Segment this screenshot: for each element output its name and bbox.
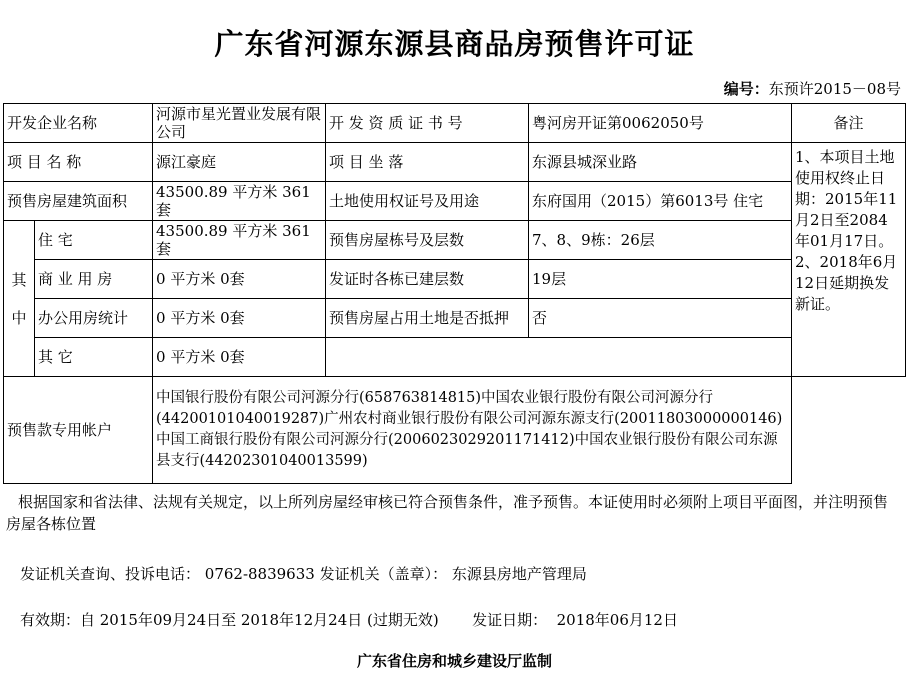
remark-text: 1、本项目土地使用权终止日期：2015年11月2日至2084年01月17日。2、2018年6月12日延期换发新证。 (792, 143, 906, 377)
contact-line: 发证机关查询、投诉电话： 0762-8839633 发证机关（盖章）： 东源县房地产管理局 (20, 565, 587, 583)
remark-label: 备注 (792, 104, 906, 143)
validity-line: 有效期：自 2015年09月24日至 2018年12月24日 (过期无效) 发证日期： 2018年06月12日 (20, 611, 678, 629)
presale-area-value: 43500.89 平方米 361套 (153, 182, 326, 221)
project-name-value: 源江豪庭 (153, 143, 326, 182)
serial-value: 东预许2015－08号 (768, 80, 901, 98)
row-other (4, 338, 906, 377)
land-cert-value: 东府国用（2015）第6013号 住宅 (529, 182, 792, 221)
row-office (4, 299, 906, 338)
account-label: 预售款专用帐户 (4, 377, 153, 484)
of-which-char-2: 中 (11, 308, 27, 327)
office-value: 0 平方米 0套 (153, 299, 326, 338)
building-floors-value: 7、8、9栋：26层 (529, 221, 792, 260)
mortgage-label: 预售房屋占用土地是否抵押 (326, 299, 529, 338)
serial-number (724, 78, 901, 99)
row-presale-area (4, 182, 906, 221)
land-cert-label: 土地使用权证号及用途 (326, 182, 529, 221)
mortgage-value: 否 (529, 299, 792, 338)
residential-value: 43500.89 平方米 361套 (153, 221, 326, 260)
other-value: 0 平方米 0套 (153, 338, 326, 377)
row-residential (4, 221, 906, 260)
commercial-label: 商 业 用 房 (35, 260, 153, 299)
qualification-label: 开 发 资 质 证 书 号 (326, 104, 529, 143)
supervisor-footer: 广东省住房和城乡建设厅监制 (356, 652, 552, 670)
project-location-label: 项 目 坐 落 (326, 143, 529, 182)
of-which-label (4, 221, 35, 377)
developer-value: 河源市星光置业发展有限公司 (153, 104, 326, 143)
account-value: 中国银行股份有限公司河源分行(658763814815)中国农业银行股份有限公司河源分行(44200101040019287)广州农村商业银行股份有限公司河源东源支行(20011803000000146)中国工商银行股份有限公司河源分行(2006023029201171412)中国农业银行股份有限公司东源县支行(44202301040013599) (153, 377, 792, 484)
residential-label: 住 宅 (35, 221, 153, 260)
other-blank (326, 338, 792, 377)
building-floors-label: 预售房屋栋号及层数 (326, 221, 529, 260)
developer-label: 开发企业名称 (4, 104, 153, 143)
account-blank (792, 377, 906, 484)
serial-label: 编号： (723, 80, 769, 98)
presale-area-label: 预售房屋建筑面积 (4, 182, 153, 221)
project-location-value: 东源县城深业路 (529, 143, 792, 182)
qualification-value: 粤河房开证第0062050号 (529, 104, 792, 143)
commercial-value: 0 平方米 0套 (153, 260, 326, 299)
row-commercial (4, 260, 906, 299)
other-label: 其 它 (35, 338, 153, 377)
of-which-char-1: 其 (11, 270, 27, 289)
built-floors-value: 19层 (529, 260, 792, 299)
built-floors-label: 发证时各栋已建层数 (326, 260, 529, 299)
office-label: 办公用房统计 (35, 299, 153, 338)
certificate-title: 广东省河源东源县商品房预售许可证 (214, 27, 695, 61)
row-developer (4, 104, 906, 143)
row-project-name (4, 143, 906, 182)
permit-table (3, 103, 906, 484)
row-account (4, 377, 906, 484)
approval-statement: 根据国家和省法律、法规有关规定，以上所列房屋经审核已符合预售条件，准予预售。本证使用时必须附上项目平面图，并注明预售房屋各栋位置 (6, 493, 889, 533)
project-name-label: 项 目 名 称 (4, 143, 153, 182)
